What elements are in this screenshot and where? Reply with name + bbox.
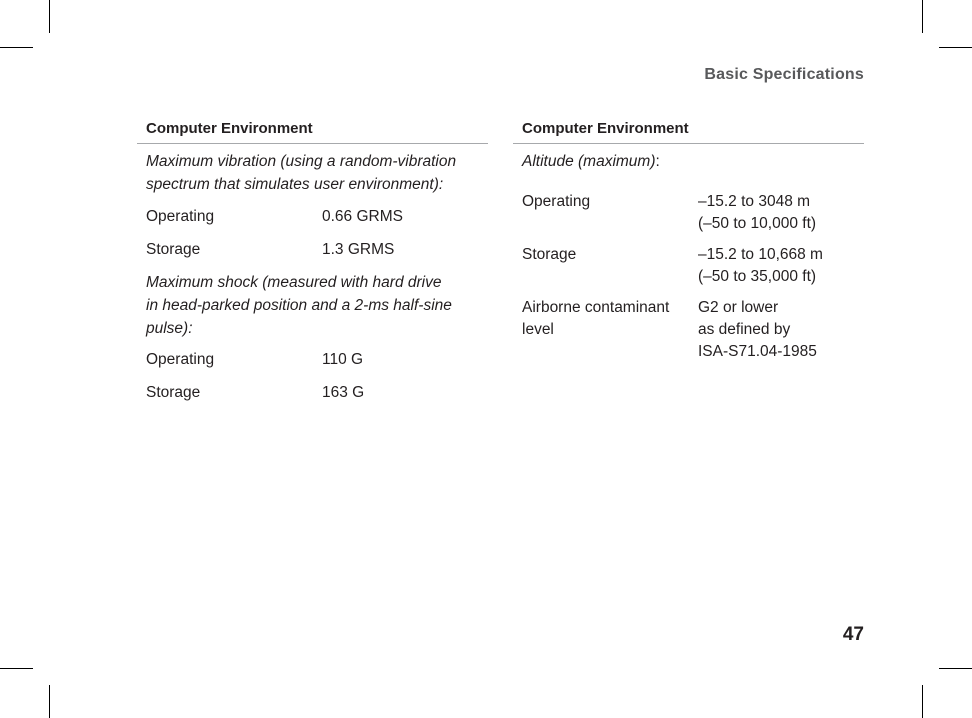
- spec-value-line: –15.2 to 3048 m: [698, 193, 811, 210]
- spec-label-line: Airborne contaminant: [522, 299, 670, 316]
- shock-intro-line: Maximum shock (measured with hard drive: [146, 274, 442, 291]
- shock-intro: [137, 271, 488, 340]
- spec-label: Storage: [522, 246, 577, 263]
- spec-row: [513, 191, 864, 235]
- altitude-intro: [513, 150, 864, 173]
- spec-value-line: (–50 to 10,000 ft): [698, 215, 817, 232]
- altitude-intro-colon: :: [655, 153, 660, 170]
- crop-mark-bottom-right-horizontal: [939, 668, 972, 669]
- crop-mark-bottom-left-vertical: [49, 685, 50, 718]
- spec-label: Operating: [146, 208, 215, 225]
- spec-label: Storage: [146, 384, 201, 401]
- spec-label-line: level: [522, 321, 554, 338]
- spec-value-line: as defined by: [698, 321, 791, 338]
- spec-value-line: (–50 to 35,000 ft): [698, 268, 817, 285]
- crop-mark-bottom-left-horizontal: [0, 668, 33, 669]
- altitude-intro-text: Altitude (maximum): [522, 153, 656, 170]
- spec-value: 1.3 GRMS: [322, 241, 395, 258]
- vibration-intro-line: spectrum that simulates user environment):: [146, 176, 444, 193]
- crop-mark-top-right-vertical: [922, 0, 923, 33]
- spec-label: [522, 297, 669, 341]
- right-spec-column: [513, 118, 864, 363]
- spec-label: Storage: [146, 241, 201, 258]
- spec-row: [137, 382, 488, 404]
- spec-value: 0.66 GRMS: [322, 208, 403, 225]
- crop-mark-top-left-horizontal: [0, 47, 33, 48]
- page-number: 47: [842, 624, 864, 645]
- spec-value: 163 G: [322, 384, 365, 401]
- spec-label: Operating: [146, 351, 215, 368]
- vibration-intro-line: Maximum vibration (using a random-vibration: [146, 153, 457, 170]
- spec-row: [513, 244, 864, 288]
- spec-row: [137, 349, 488, 371]
- shock-intro-line: pulse):: [146, 320, 193, 337]
- shock-intro-line: in head-parked position and a 2-ms half-sine: [146, 297, 452, 314]
- spec-value: 110 G: [322, 351, 364, 368]
- crop-mark-top-left-vertical: [49, 0, 50, 33]
- left-spec-column: [137, 118, 488, 404]
- spec-label: Operating: [522, 193, 591, 210]
- vibration-intro: [137, 150, 488, 196]
- left-column-heading: Computer Environment: [137, 118, 488, 144]
- right-column-heading: Computer Environment: [513, 118, 864, 144]
- spec-row: [137, 239, 488, 261]
- spec-value-line: G2 or lower: [698, 299, 779, 316]
- page-header-title: Basic Specifications: [704, 66, 864, 83]
- crop-mark-bottom-right-vertical: [922, 685, 923, 718]
- spec-value-line: –15.2 to 10,668 m: [698, 246, 823, 263]
- spec-row: [513, 297, 864, 363]
- spec-row: [137, 206, 488, 228]
- spec-value-line: ISA-S71.04-1985: [698, 343, 817, 360]
- crop-mark-top-right-horizontal: [939, 47, 972, 48]
